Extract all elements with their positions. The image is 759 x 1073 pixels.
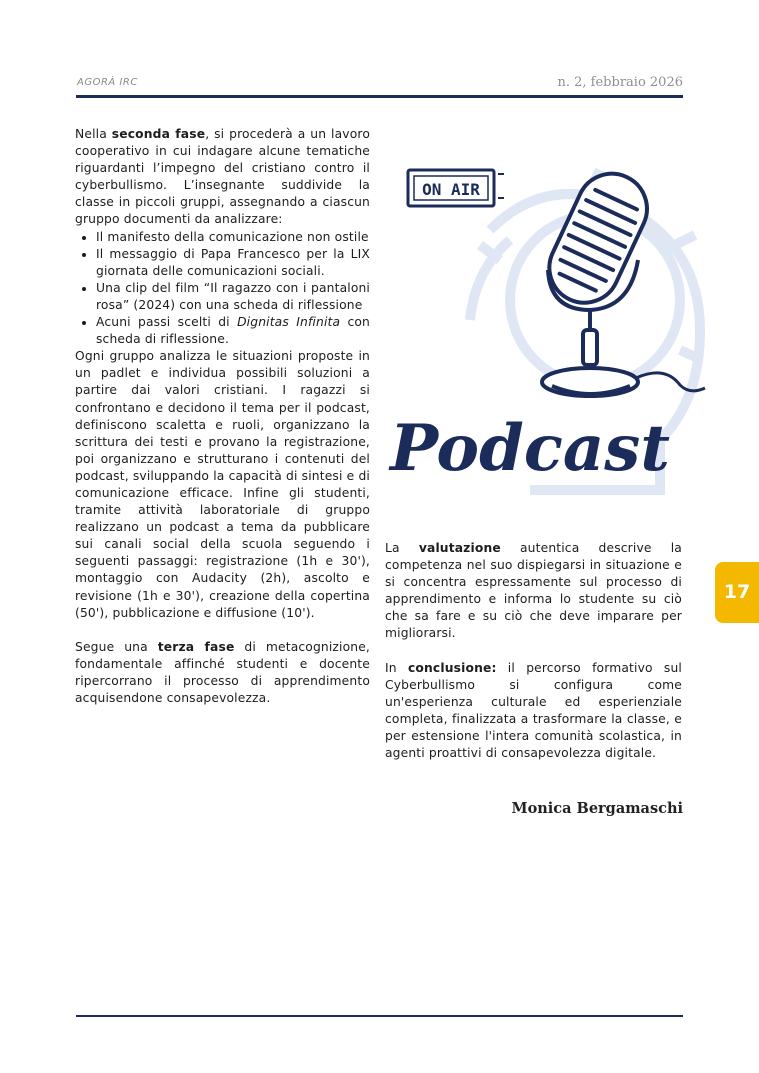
publication-name: AGORÀ IRC: [77, 77, 138, 88]
podcast-word: Podcast: [390, 411, 670, 486]
paragraph-third-phase: Segue una terza fase di metacognizione, fondamentale affinché studenti e docente ripercorrano il processo di apprendimento acquisendone consapevolezza.: [75, 639, 370, 705]
list-item: • Il manifesto della comunicazione non ostile: [96, 229, 370, 246]
paragraph-group-work: Ogni gruppo analizza le situazioni proposte in un padlet e individua possibili soluzioni a partire dai valori cristiani. I ragazzi si confrontano e decidono il tema per il podcast, definiscono scaletta e ruoli, organizzano la scrittura dei testi e provano la registrazione, poi organizzano e strutturano i contenuti del podcast, sviluppando la capacità di sintesi e di comunicazione efficace. Infine gli studenti, tramite attività laboratoriale di gruppo realizzano un podcast a tema da pubblicare sui canali social della scuola seguendo i seguenti passaggi: registrazione (1h e 30'), montaggio con Audacity (2h), ascolto e revisione (1h e 30'), creazione della copertina (50'), pubblicazione e diffusione (10').: [75, 349, 370, 620]
list-item: • Acuni passi scelti di Dignitas Infinita con scheda di riflessione.: [96, 314, 370, 348]
header-rule: [76, 95, 683, 98]
right-column: [385, 540, 682, 762]
documents-list: [75, 229, 370, 349]
list-item: • Il messaggio di Papa Francesco per la LIX giornata delle comunicazioni sociali.: [96, 246, 370, 280]
microphone-icon: [380, 150, 720, 510]
on-air-sign: ON AIR: [422, 180, 480, 199]
podcast-illustration: [380, 150, 720, 510]
paragraph-conclusion: In conclusione: il percorso formativo sul Cyberbullismo si configura come un'esperienza culturale ed esperienziale completa, finalizzata a trasformare la classe, e per estensione l'intera comunità scolastica, in agenti proattivi di consapevolezza digitale.: [385, 660, 682, 761]
paragraph-second-phase: Nella seconda fase, si procederà a un lavoro cooperativo in cui indagare alcune tematiche riguardanti l’impegno del cristiano contro il cyberbullismo. L’insegnante suddivide la classe in piccoli gruppi, assegnando a ciascun gruppo documenti da analizzare:: [75, 127, 370, 227]
page-number-badge: 17: [715, 562, 759, 623]
list-item: • Una clip del film “Il ragazzo con i pantaloni rosa” (2024) con una scheda di riflessione: [96, 280, 370, 314]
issue-label: n. 2, febbraio 2026: [557, 75, 683, 90]
left-column: [75, 126, 370, 707]
footer-rule: [76, 1015, 683, 1017]
paragraph-evaluation: La valutazione autentica descrive la competenza nel suo dispiegarsi in situazione e si concentra espressamente sul processo di apprendimento e informa lo studente su ciò che sa fare e su ciò che deve imparare per migliorarsi.: [385, 541, 682, 641]
author-name: Monica Bergamaschi: [511, 800, 683, 817]
